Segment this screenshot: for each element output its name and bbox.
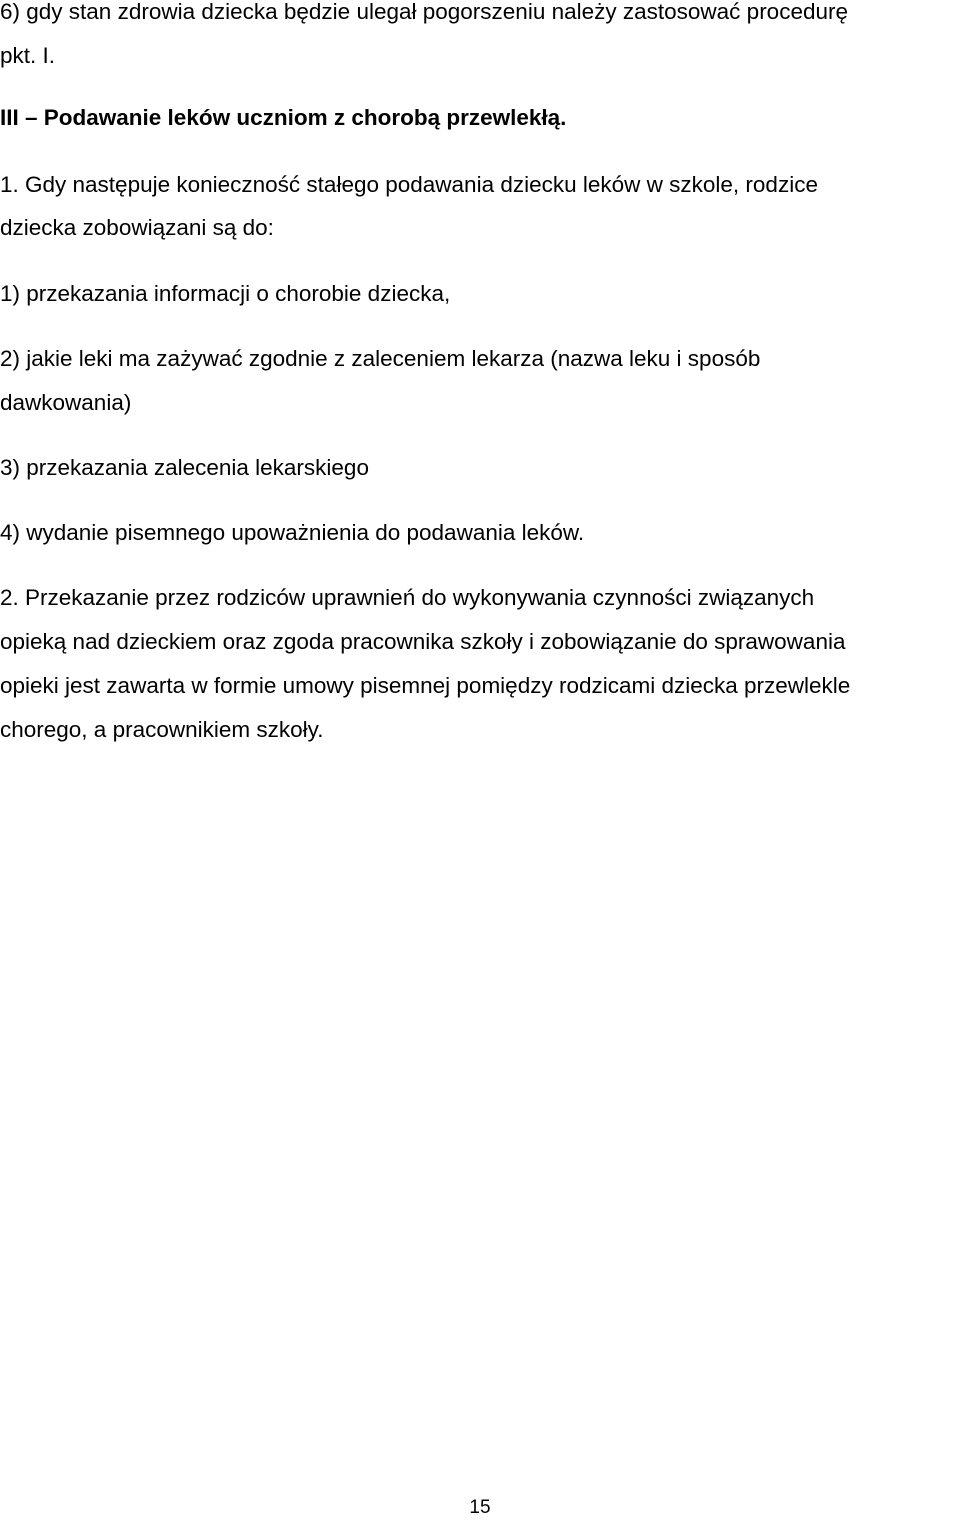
page-number: 15 — [469, 1497, 491, 1518]
point6-line1: 6) gdy stan zdrowia dziecka będzie ulegał pogorszeniu należy zastosować procedurę — [0, 0, 848, 24]
list-item-1: 1) przekazania informacji o chorobie dziecka, — [0, 281, 451, 306]
para2-line4: chorego, a pracownikiem szkoły. — [0, 717, 324, 742]
point6-line2: pkt. I. — [0, 43, 56, 68]
section-heading: III – Podawanie leków uczniom z chorobą przewlekłą. — [0, 105, 567, 130]
para2-line3: opieki jest zawarta w formie umowy pisemnej pomiędzy rodzicami dziecka przewlekle — [0, 673, 851, 698]
para2-line2: opieką nad dzieckiem oraz zgoda pracownika szkoły i zobowiązanie do sprawowania — [0, 629, 846, 654]
list-item-3: 3) przekazania zalecenia lekarskiego — [0, 455, 369, 480]
para1-line2: dziecka zobowiązani są do: — [0, 215, 274, 240]
list-item-2-line2: dawkowania) — [0, 390, 132, 415]
para1-line1: 1. Gdy następuje konieczność stałego podawania dziecku leków w szkole, rodzice — [0, 172, 818, 197]
para2-line1: 2. Przekazanie przez rodziców uprawnień do wykonywania czynności związanych — [0, 585, 815, 610]
list-item-2-line1: 2) jakie leki ma zażywać zgodnie z zaleceniem lekarza (nazwa leku i sposób — [0, 346, 761, 371]
list-item-4: 4) wydanie pisemnego upoważnienia do podawania leków. — [0, 520, 585, 545]
